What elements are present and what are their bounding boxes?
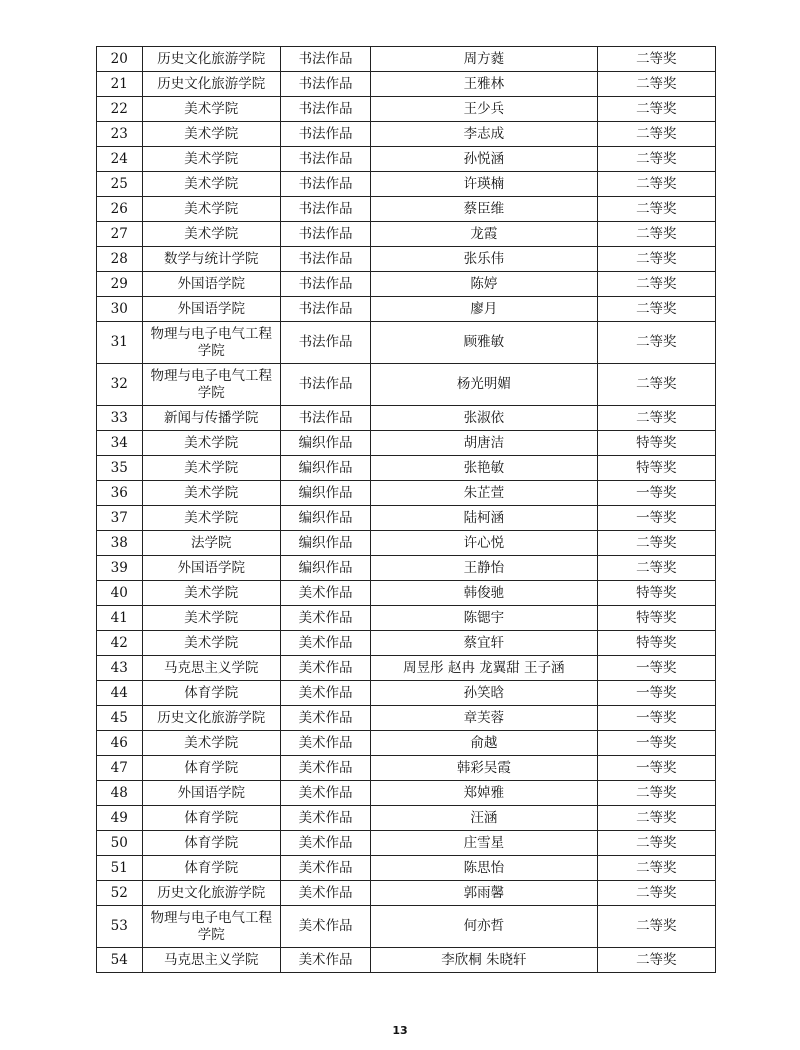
- award-level-cell: 特等奖: [597, 431, 715, 456]
- award-level-cell: 二等奖: [597, 297, 715, 322]
- category-cell: 编织作品: [281, 556, 371, 581]
- category-cell: 书法作品: [281, 122, 371, 147]
- winner-names-cell: 郑婥雅: [371, 781, 598, 806]
- award-level-cell: 二等奖: [597, 222, 715, 247]
- category-cell: 美术作品: [281, 881, 371, 906]
- table-row: [97, 406, 716, 431]
- college-cell: 外国语学院: [142, 297, 281, 322]
- table-row: [97, 456, 716, 481]
- award-level-cell: 二等奖: [597, 531, 715, 556]
- table-row: [97, 656, 716, 681]
- college-cell: 历史文化旅游学院: [142, 47, 281, 72]
- category-cell: 书法作品: [281, 72, 371, 97]
- table-row: [97, 272, 716, 297]
- college-cell: 历史文化旅游学院: [142, 706, 281, 731]
- winner-names-cell: 章芙蓉: [371, 706, 598, 731]
- category-cell: 书法作品: [281, 247, 371, 272]
- row-number-cell: 37: [97, 506, 143, 531]
- category-cell: 书法作品: [281, 222, 371, 247]
- row-number-cell: 42: [97, 631, 143, 656]
- winner-names-cell: 庄雪星: [371, 831, 598, 856]
- table-row: [97, 881, 716, 906]
- winner-names-cell: 张淑依: [371, 406, 598, 431]
- award-level-cell: 二等奖: [597, 831, 715, 856]
- row-number-cell: 36: [97, 481, 143, 506]
- awards-table: [96, 46, 716, 973]
- table-row: [97, 97, 716, 122]
- page-number: 13: [392, 1024, 408, 1037]
- college-cell: 美术学院: [142, 97, 281, 122]
- winner-names-cell: 蔡臣维: [371, 197, 598, 222]
- winner-names-cell: 胡唐洁: [371, 431, 598, 456]
- winner-names-cell: 孙笑晗: [371, 681, 598, 706]
- college-cell: 体育学院: [142, 856, 281, 881]
- category-cell: 美术作品: [281, 756, 371, 781]
- award-level-cell: 二等奖: [597, 247, 715, 272]
- award-level-cell: 二等奖: [597, 322, 715, 364]
- category-cell: 编织作品: [281, 481, 371, 506]
- college-cell: 美术学院: [142, 147, 281, 172]
- award-level-cell: 二等奖: [597, 781, 715, 806]
- winner-names-cell: 周昱彤 赵冉 龙翼甜 王子涵: [371, 656, 598, 681]
- table-row: [97, 781, 716, 806]
- category-cell: 美术作品: [281, 581, 371, 606]
- category-cell: 美术作品: [281, 948, 371, 973]
- table-row: [97, 247, 716, 272]
- award-level-cell: 特等奖: [597, 631, 715, 656]
- table-row: [97, 556, 716, 581]
- category-cell: 美术作品: [281, 706, 371, 731]
- winner-names-cell: 张艳敏: [371, 456, 598, 481]
- college-cell: 外国语学院: [142, 556, 281, 581]
- winner-names-cell: 朱芷萱: [371, 481, 598, 506]
- award-level-cell: 二等奖: [597, 948, 715, 973]
- college-cell: 美术学院: [142, 506, 281, 531]
- table-row: [97, 147, 716, 172]
- winner-names-cell: 李志成: [371, 122, 598, 147]
- award-level-cell: 二等奖: [597, 197, 715, 222]
- category-cell: 书法作品: [281, 272, 371, 297]
- college-cell: 物理与电子电气工程学院: [142, 364, 281, 406]
- category-cell: 书法作品: [281, 406, 371, 431]
- winner-names-cell: 陈锶宇: [371, 606, 598, 631]
- category-cell: 书法作品: [281, 197, 371, 222]
- row-number-cell: 31: [97, 322, 143, 364]
- category-cell: 美术作品: [281, 831, 371, 856]
- row-number-cell: 23: [97, 122, 143, 147]
- winner-names-cell: 张乐伟: [371, 247, 598, 272]
- table-row: [97, 831, 716, 856]
- table-row: [97, 681, 716, 706]
- table-row: [97, 581, 716, 606]
- table-row: [97, 122, 716, 147]
- awards-table-body: [97, 47, 716, 973]
- college-cell: 美术学院: [142, 631, 281, 656]
- category-cell: 美术作品: [281, 631, 371, 656]
- college-cell: 体育学院: [142, 756, 281, 781]
- winner-names-cell: 陆柯涵: [371, 506, 598, 531]
- college-cell: 美术学院: [142, 222, 281, 247]
- table-row: [97, 197, 716, 222]
- winner-names-cell: 龙霞: [371, 222, 598, 247]
- winner-names-cell: 王少兵: [371, 97, 598, 122]
- category-cell: 书法作品: [281, 322, 371, 364]
- college-cell: 新闻与传播学院: [142, 406, 281, 431]
- college-cell: 体育学院: [142, 681, 281, 706]
- winner-names-cell: 杨光明媚: [371, 364, 598, 406]
- award-level-cell: 二等奖: [597, 406, 715, 431]
- winner-names-cell: 王雅林: [371, 72, 598, 97]
- row-number-cell: 45: [97, 706, 143, 731]
- winner-names-cell: 陈思怡: [371, 856, 598, 881]
- college-cell: 美术学院: [142, 456, 281, 481]
- category-cell: 美术作品: [281, 906, 371, 948]
- row-number-cell: 21: [97, 72, 143, 97]
- category-cell: 美术作品: [281, 781, 371, 806]
- award-level-cell: 一等奖: [597, 656, 715, 681]
- table-row: [97, 806, 716, 831]
- row-number-cell: 50: [97, 831, 143, 856]
- row-number-cell: 27: [97, 222, 143, 247]
- winner-names-cell: 廖月: [371, 297, 598, 322]
- table-row: [97, 906, 716, 948]
- winner-names-cell: 王静怡: [371, 556, 598, 581]
- table-row: [97, 531, 716, 556]
- category-cell: 美术作品: [281, 731, 371, 756]
- college-cell: 美术学院: [142, 731, 281, 756]
- college-cell: 美术学院: [142, 581, 281, 606]
- college-cell: 体育学院: [142, 806, 281, 831]
- winner-names-cell: 俞越: [371, 731, 598, 756]
- award-level-cell: 一等奖: [597, 481, 715, 506]
- category-cell: 编织作品: [281, 506, 371, 531]
- table-row: [97, 731, 716, 756]
- winner-names-cell: 汪涵: [371, 806, 598, 831]
- winner-names-cell: 许瑛楠: [371, 172, 598, 197]
- row-number-cell: 22: [97, 97, 143, 122]
- row-number-cell: 46: [97, 731, 143, 756]
- college-cell: 体育学院: [142, 831, 281, 856]
- winner-names-cell: 韩俊驰: [371, 581, 598, 606]
- college-cell: 美术学院: [142, 431, 281, 456]
- college-cell: 物理与电子电气工程学院: [142, 322, 281, 364]
- row-number-cell: 38: [97, 531, 143, 556]
- award-level-cell: 二等奖: [597, 272, 715, 297]
- award-level-cell: 一等奖: [597, 756, 715, 781]
- category-cell: 书法作品: [281, 297, 371, 322]
- row-number-cell: 47: [97, 756, 143, 781]
- college-cell: 美术学院: [142, 481, 281, 506]
- table-row: [97, 172, 716, 197]
- award-level-cell: 二等奖: [597, 906, 715, 948]
- row-number-cell: 20: [97, 47, 143, 72]
- college-cell: 马克思主义学院: [142, 948, 281, 973]
- college-cell: 美术学院: [142, 197, 281, 222]
- winner-names-cell: 李欣桐 朱晓轩: [371, 948, 598, 973]
- row-number-cell: 43: [97, 656, 143, 681]
- row-number-cell: 32: [97, 364, 143, 406]
- award-level-cell: 二等奖: [597, 881, 715, 906]
- award-level-cell: 二等奖: [597, 47, 715, 72]
- row-number-cell: 30: [97, 297, 143, 322]
- college-cell: 历史文化旅游学院: [142, 72, 281, 97]
- table-row: [97, 364, 716, 406]
- college-cell: 马克思主义学院: [142, 656, 281, 681]
- row-number-cell: 39: [97, 556, 143, 581]
- row-number-cell: 34: [97, 431, 143, 456]
- row-number-cell: 28: [97, 247, 143, 272]
- award-level-cell: 一等奖: [597, 706, 715, 731]
- winner-names-cell: 蔡宜轩: [371, 631, 598, 656]
- award-level-cell: 二等奖: [597, 147, 715, 172]
- college-cell: 物理与电子电气工程学院: [142, 906, 281, 948]
- table-row: [97, 222, 716, 247]
- winner-names-cell: 周方蕤: [371, 47, 598, 72]
- award-level-cell: 二等奖: [597, 72, 715, 97]
- college-cell: 外国语学院: [142, 781, 281, 806]
- award-level-cell: 特等奖: [597, 606, 715, 631]
- college-cell: 数学与统计学院: [142, 247, 281, 272]
- award-level-cell: 特等奖: [597, 456, 715, 481]
- row-number-cell: 44: [97, 681, 143, 706]
- college-cell: 外国语学院: [142, 272, 281, 297]
- row-number-cell: 52: [97, 881, 143, 906]
- row-number-cell: 24: [97, 147, 143, 172]
- row-number-cell: 40: [97, 581, 143, 606]
- table-row: [97, 706, 716, 731]
- table-row: [97, 297, 716, 322]
- award-level-cell: 特等奖: [597, 581, 715, 606]
- category-cell: 书法作品: [281, 364, 371, 406]
- row-number-cell: 49: [97, 806, 143, 831]
- college-cell: 历史文化旅游学院: [142, 881, 281, 906]
- table-row: [97, 506, 716, 531]
- category-cell: 美术作品: [281, 856, 371, 881]
- row-number-cell: 41: [97, 606, 143, 631]
- college-cell: 美术学院: [142, 606, 281, 631]
- college-cell: 美术学院: [142, 172, 281, 197]
- table-row: [97, 47, 716, 72]
- row-number-cell: 25: [97, 172, 143, 197]
- college-cell: 法学院: [142, 531, 281, 556]
- award-level-cell: 一等奖: [597, 506, 715, 531]
- award-level-cell: 二等奖: [597, 364, 715, 406]
- table-row: [97, 631, 716, 656]
- table-row: [97, 431, 716, 456]
- table-row: [97, 72, 716, 97]
- college-cell: 美术学院: [142, 122, 281, 147]
- winner-names-cell: 许心悦: [371, 531, 598, 556]
- winner-names-cell: 陈婷: [371, 272, 598, 297]
- row-number-cell: 29: [97, 272, 143, 297]
- table-row: [97, 481, 716, 506]
- category-cell: 编织作品: [281, 431, 371, 456]
- row-number-cell: 53: [97, 906, 143, 948]
- category-cell: 书法作品: [281, 47, 371, 72]
- winner-names-cell: 孙悦涵: [371, 147, 598, 172]
- row-number-cell: 33: [97, 406, 143, 431]
- winner-names-cell: 何亦哲: [371, 906, 598, 948]
- award-level-cell: 二等奖: [597, 556, 715, 581]
- table-row: [97, 756, 716, 781]
- category-cell: 美术作品: [281, 656, 371, 681]
- category-cell: 书法作品: [281, 147, 371, 172]
- table-row: [97, 856, 716, 881]
- row-number-cell: 51: [97, 856, 143, 881]
- category-cell: 美术作品: [281, 806, 371, 831]
- table-row: [97, 606, 716, 631]
- category-cell: 编织作品: [281, 456, 371, 481]
- award-level-cell: 一等奖: [597, 681, 715, 706]
- winner-names-cell: 韩彩吴霞: [371, 756, 598, 781]
- row-number-cell: 54: [97, 948, 143, 973]
- category-cell: 美术作品: [281, 606, 371, 631]
- award-level-cell: 二等奖: [597, 122, 715, 147]
- winner-names-cell: 郭雨馨: [371, 881, 598, 906]
- category-cell: 编织作品: [281, 531, 371, 556]
- award-level-cell: 二等奖: [597, 97, 715, 122]
- category-cell: 书法作品: [281, 172, 371, 197]
- winner-names-cell: 顾雅敏: [371, 322, 598, 364]
- award-level-cell: 一等奖: [597, 731, 715, 756]
- row-number-cell: 35: [97, 456, 143, 481]
- table-row: [97, 322, 716, 364]
- table-row: [97, 948, 716, 973]
- award-level-cell: 二等奖: [597, 806, 715, 831]
- category-cell: 美术作品: [281, 681, 371, 706]
- row-number-cell: 48: [97, 781, 143, 806]
- award-level-cell: 二等奖: [597, 172, 715, 197]
- category-cell: 书法作品: [281, 97, 371, 122]
- row-number-cell: 26: [97, 197, 143, 222]
- award-level-cell: 二等奖: [597, 856, 715, 881]
